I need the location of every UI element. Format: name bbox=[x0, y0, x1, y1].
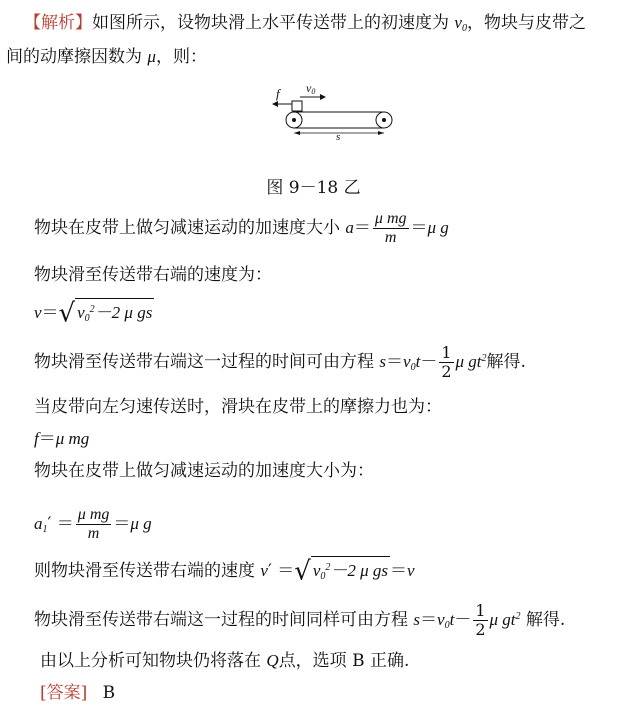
analysis-tag: 【解析】 bbox=[24, 13, 92, 33]
time-equation-line: 物块滑至传送带右端这一过程的时间可由方程 $s=v_0t-$ $\frac{1}{2}$ μ $gt^2$解得. bbox=[34, 343, 526, 381]
accel-line: 物块在皮带上做匀减速运动的加速度大小 a＝ $\frac{\text{μ mg}}{m}$ ＝μ g bbox=[34, 210, 449, 246]
v0-label: v0 bbox=[306, 81, 316, 96]
velocity-formula: v＝√ $v_0^2-2$ μ gs bbox=[34, 298, 153, 329]
answer-line bbox=[40, 682, 115, 704]
time-equation-line-2: 物块滑至传送带右端这一过程的时间同样可由方程 $s=v_0t-$ $\frac{1}{2}$ μ $gt^2$ 解得. bbox=[34, 601, 566, 639]
velocity-line-2: 则物块滑至传送带右端的速度 v′ ＝√ $v_0^2-2$ μ gs ＝v bbox=[34, 556, 415, 587]
friction-formula: f＝μ mg bbox=[34, 429, 90, 449]
intro-line-1: 【解析】如图所示，设物块滑上水平传送带上的初速度为 $v_0$，物块与皮带之 bbox=[24, 13, 586, 34]
conclusion-line: 由以上分析可知物块仍将落在 Q点，选项 B 正确. bbox=[40, 651, 410, 671]
velocity-heading: 物块滑至传送带右端的速度为： bbox=[34, 265, 272, 285]
s-label: s bbox=[336, 131, 341, 143]
accel-formula-2: $a_1'$ ＝ $\frac{\text{μ mg}}{m}$ ＝μ g bbox=[34, 506, 152, 542]
conveyor-belt-figure bbox=[0, 0, 627, 170]
intro-line-2: 间的动摩擦因数为 μ，则： bbox=[6, 47, 207, 67]
left-belt-line: 当皮带向左匀速传送时，滑块在皮带上的摩擦力也为： bbox=[34, 397, 442, 417]
f-label: f bbox=[276, 86, 280, 101]
figure-caption: 图 9－18 乙 bbox=[266, 178, 361, 198]
accel-heading-2: 物块在皮带上做匀减速运动的加速度大小为： bbox=[34, 461, 374, 481]
v0-symbol: $v_0$ bbox=[454, 13, 467, 34]
answer-value: B bbox=[102, 683, 116, 703]
answer-tag: [答案] bbox=[40, 683, 88, 703]
